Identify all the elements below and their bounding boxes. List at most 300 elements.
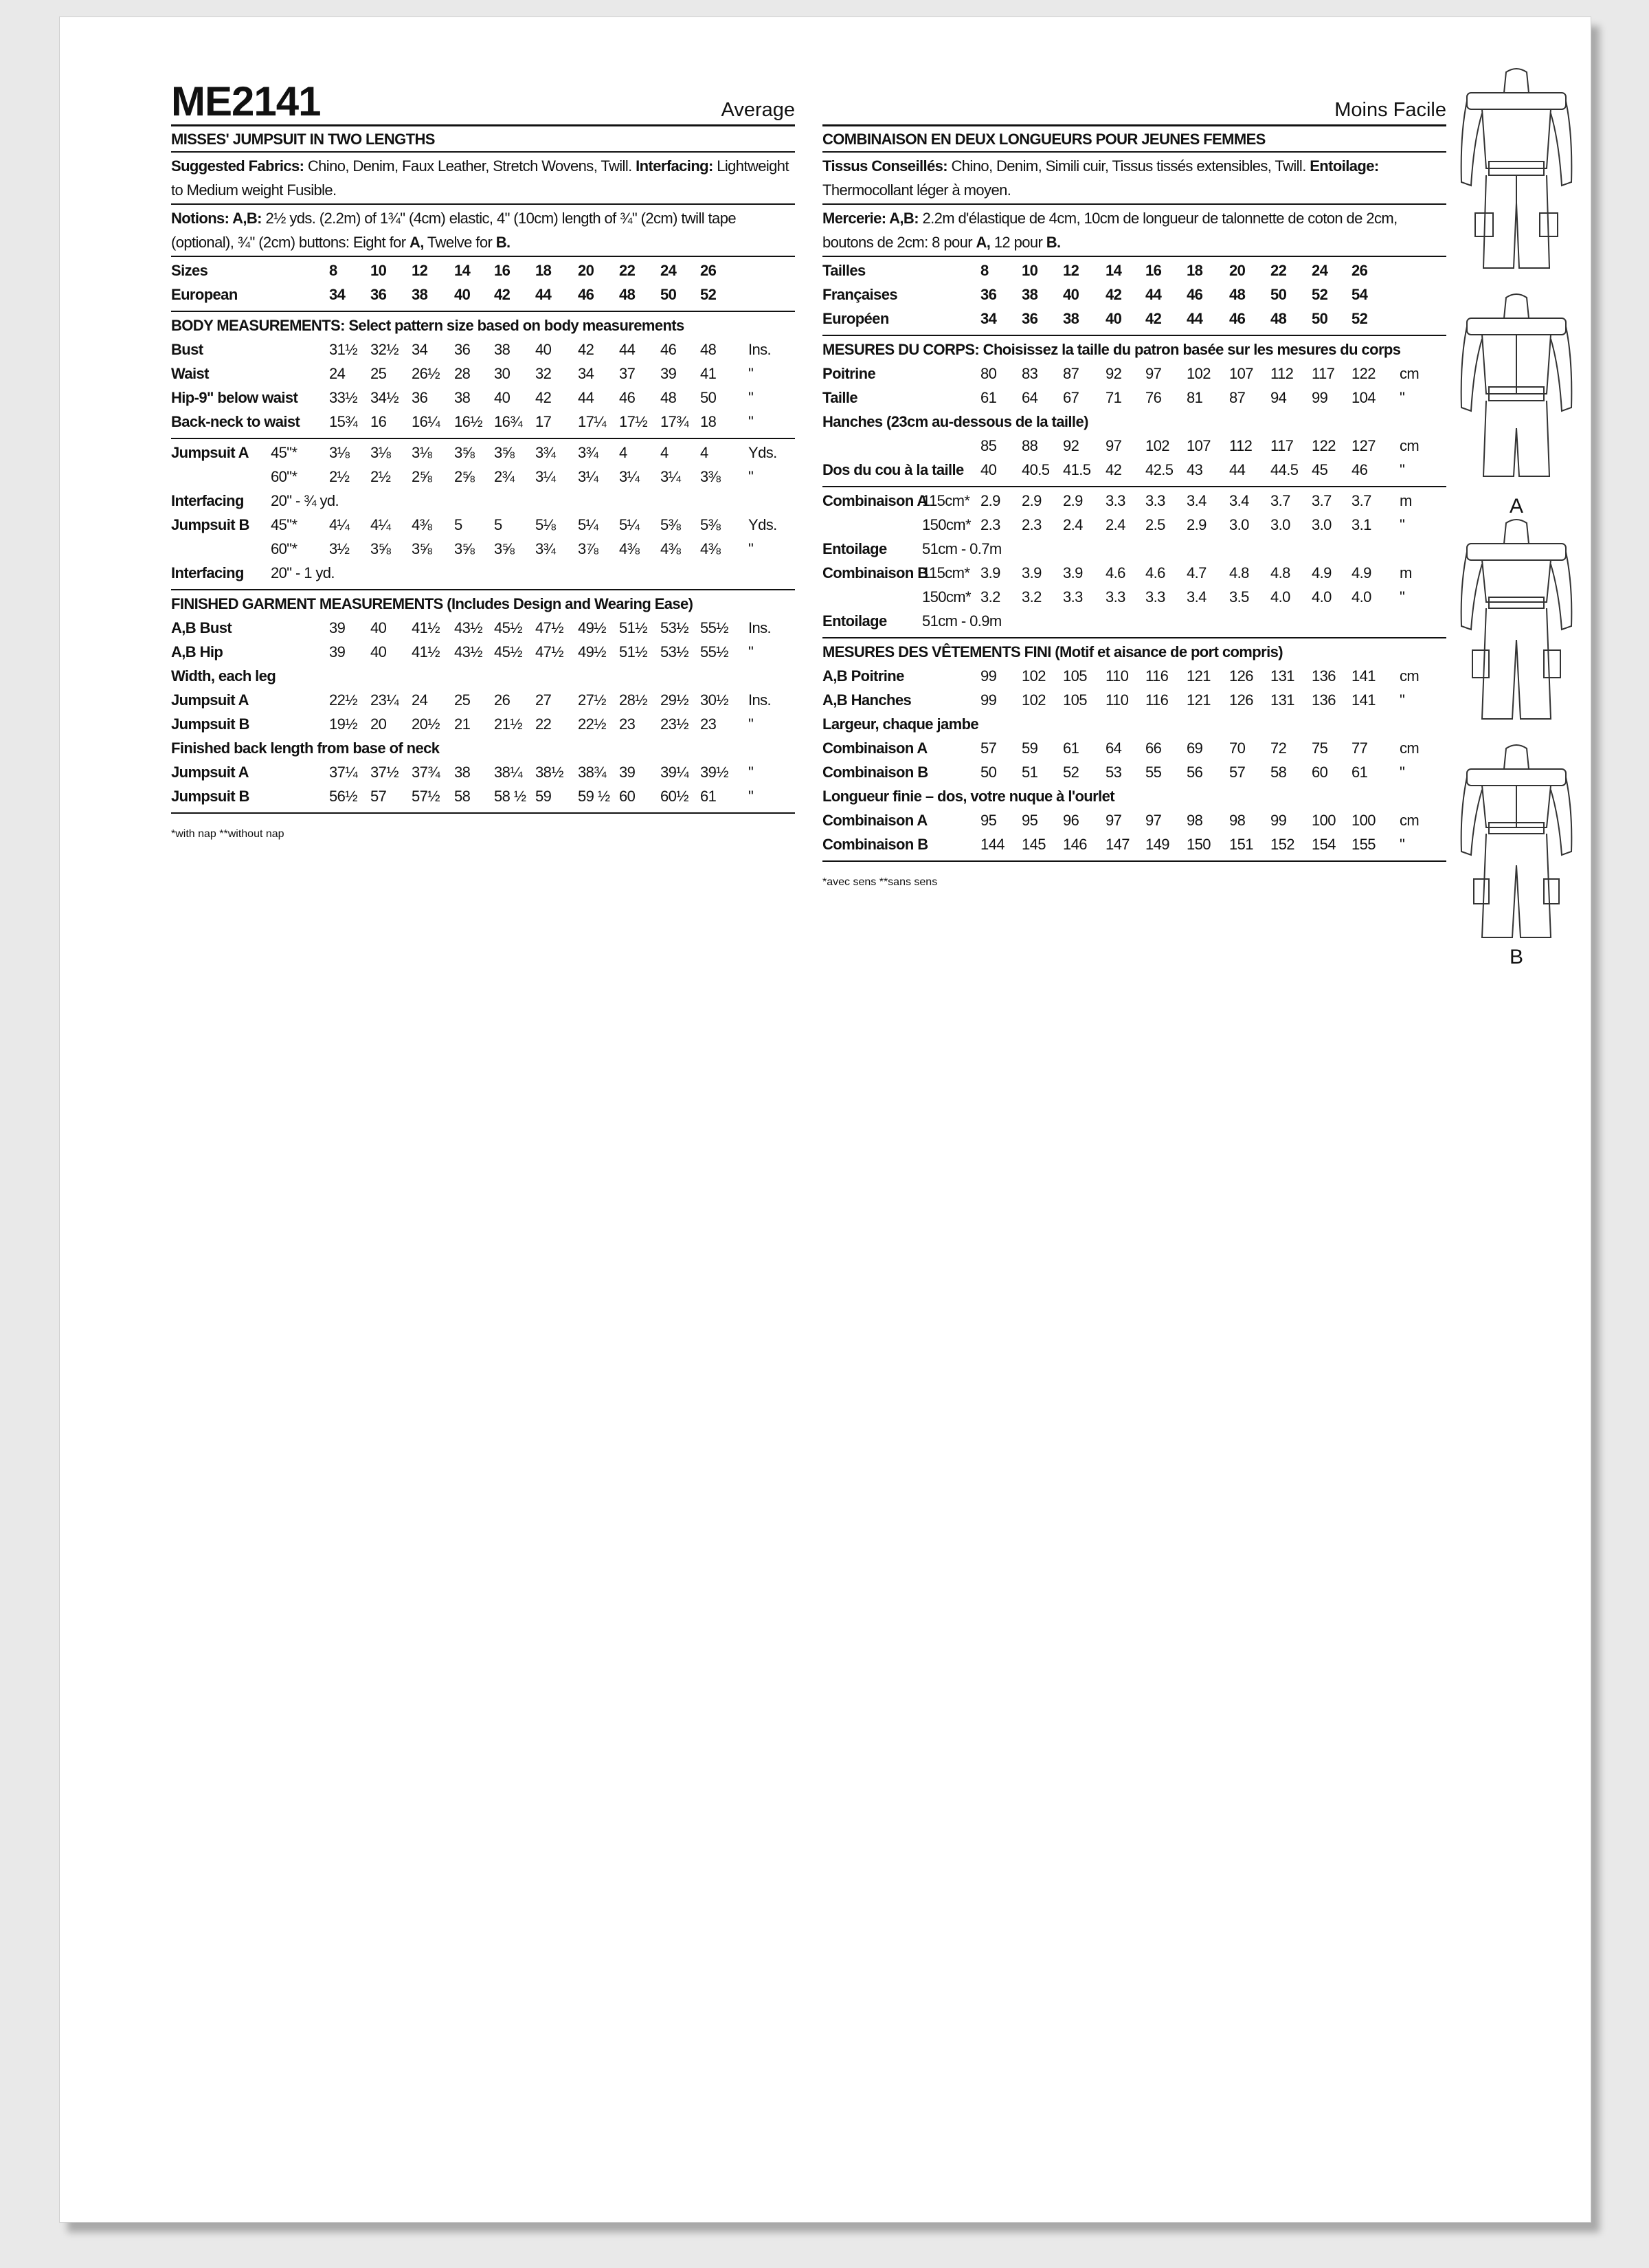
- table-cell: 56½: [329, 788, 358, 805]
- table-cell: 152: [1270, 836, 1294, 853]
- table-cell: 51: [1022, 764, 1038, 781]
- table-row: [171, 362, 795, 386]
- unit-label: ": [1400, 764, 1405, 781]
- fabric-width: 60"*: [271, 468, 298, 485]
- unit-label: cm: [1400, 740, 1420, 757]
- unit-label: ": [1400, 389, 1405, 406]
- table-row: [822, 458, 1446, 482]
- row-label: Waist: [171, 365, 209, 382]
- table-cell: 39: [329, 619, 346, 636]
- finished-measurements-table-fr: [822, 638, 1446, 862]
- unit-label: cm: [1400, 812, 1420, 829]
- table-cell: 50: [660, 286, 677, 303]
- suggested-fabrics-fr: [822, 153, 1446, 205]
- table-cell: 44: [1187, 310, 1203, 327]
- table-cell: 36: [454, 341, 471, 358]
- table-cell: 4.8: [1229, 564, 1249, 581]
- table-cell: 40: [494, 389, 511, 406]
- table-cell: 3.0: [1312, 516, 1332, 533]
- table-cell: 4: [660, 444, 669, 461]
- table-cell: 23: [619, 715, 636, 733]
- table-cell: 38: [1022, 286, 1038, 303]
- table-cell: 38½: [535, 764, 564, 781]
- table-cell: 42: [494, 286, 511, 303]
- table-cell: 39: [619, 764, 636, 781]
- table-cell: 44: [535, 286, 552, 303]
- table-cell: 20: [1229, 262, 1246, 279]
- table-cell: 18: [700, 413, 717, 430]
- table-cell: 55: [1145, 764, 1162, 781]
- row-label: Longueur finie – dos, votre nuque à l'ourlet: [822, 788, 1114, 805]
- table-cell: 38¼: [494, 764, 523, 781]
- table-row: [822, 307, 1446, 331]
- table-cell: 100: [1351, 812, 1376, 829]
- table-cell: 155: [1351, 836, 1376, 853]
- row-label: Jumpsuit A: [171, 444, 249, 461]
- table-cell: 21: [454, 715, 471, 733]
- unit-label: Ins.: [748, 341, 772, 358]
- yardage-table-fr: [822, 487, 1446, 638]
- table-row: [171, 640, 795, 664]
- table-row: [822, 712, 1446, 736]
- table-cell: 51½: [619, 643, 648, 660]
- table-cell: 45: [1312, 461, 1328, 478]
- table-cell: 16: [494, 262, 511, 279]
- fabric-width: 20" - ¾ yd.: [271, 492, 339, 509]
- table-cell: 44: [619, 341, 636, 358]
- table-row: [171, 537, 795, 561]
- table-row: [171, 337, 795, 362]
- suggested-fabrics: [171, 153, 795, 205]
- table-cell: 3¾: [578, 444, 598, 461]
- table-cell: 92: [1063, 437, 1079, 454]
- table-cell: 60: [1312, 764, 1328, 781]
- table-cell: 4¼: [370, 516, 391, 533]
- table-cell: 3.4: [1187, 588, 1207, 605]
- table-cell: 4⅜: [700, 540, 721, 557]
- fabric-width: 45"*: [271, 516, 298, 533]
- table-cell: 42: [535, 389, 552, 406]
- row-label: Tailles: [822, 262, 866, 279]
- view-label-a: A: [1509, 495, 1523, 518]
- table-cell: 4.9: [1351, 564, 1371, 581]
- table-cell: 116: [1145, 691, 1169, 709]
- table-cell: 33½: [329, 389, 358, 406]
- table-cell: 16¾: [494, 413, 523, 430]
- table-row: [822, 489, 1446, 513]
- finished-measurements-title-fr: MESURES DES VÊTEMENTS FINI (Motif et aisance de port compris): [822, 643, 1283, 660]
- table-cell: 44: [578, 389, 594, 406]
- fabric-width: 115cm*: [922, 564, 970, 581]
- table-cell: 147: [1106, 836, 1130, 853]
- table-cell: 122: [1351, 365, 1376, 382]
- fabric-width: 20" - 1 yd.: [271, 564, 335, 581]
- table-cell: 2⅝: [454, 468, 475, 485]
- unit-label: ": [748, 389, 754, 406]
- table-cell: 54: [1351, 286, 1368, 303]
- table-cell: 102: [1022, 667, 1046, 685]
- table-cell: 61: [980, 389, 997, 406]
- table-row: [171, 386, 795, 410]
- table-cell: 14: [454, 262, 471, 279]
- difficulty-level-fr: Moins Facile: [1334, 99, 1446, 121]
- table-cell: 102: [1187, 365, 1211, 382]
- unit-label: ": [1400, 516, 1405, 533]
- row-label: Interfacing: [171, 492, 244, 509]
- row-label: Jumpsuit A: [171, 691, 249, 709]
- table-cell: 3¾: [535, 444, 556, 461]
- table-cell: 53½: [660, 619, 689, 636]
- interfacing-label: Interfacing:: [636, 157, 713, 175]
- table-row: [171, 489, 795, 513]
- table-cell: 44: [1145, 286, 1162, 303]
- unit-label: ": [1400, 461, 1405, 478]
- table-row: [171, 465, 795, 489]
- pattern-envelope-back: [59, 16, 1591, 2223]
- table-cell: 66: [1145, 740, 1162, 757]
- table-cell: 104: [1351, 389, 1376, 406]
- table-cell: 145: [1022, 836, 1046, 853]
- table-cell: 42: [1106, 461, 1122, 478]
- table-cell: 26½: [412, 365, 440, 382]
- table-cell: 5: [454, 516, 462, 533]
- table-cell: 67: [1063, 389, 1079, 406]
- table-row: [822, 664, 1446, 688]
- table-cell: 46: [1351, 461, 1368, 478]
- table-cell: 43½: [454, 619, 483, 636]
- unit-label: ": [1400, 691, 1405, 709]
- table-cell: 112: [1229, 437, 1253, 454]
- table-cell: 3.7: [1351, 492, 1371, 509]
- table-cell: 42: [1145, 310, 1162, 327]
- table-row: [822, 832, 1446, 856]
- table-row: [171, 258, 795, 282]
- row-label: Hip-9" below waist: [171, 389, 298, 406]
- table-cell: 52: [1312, 286, 1328, 303]
- notions-a: A,: [409, 234, 424, 251]
- table-cell: 97: [1106, 437, 1122, 454]
- table-cell: 34: [412, 341, 428, 358]
- table-cell: 22½: [329, 691, 358, 709]
- table-cell: 44.5: [1270, 461, 1299, 478]
- unit-label: m: [1400, 564, 1412, 581]
- garment-title: MISSES' JUMPSUIT IN TWO LENGTHS: [171, 127, 795, 153]
- table-cell: 55½: [700, 643, 729, 660]
- french-header: [822, 76, 1446, 126]
- table-cell: 3.0: [1229, 516, 1249, 533]
- table-cell: 22: [1270, 262, 1287, 279]
- notions-a-fr: A,: [976, 234, 991, 251]
- row-label: Width, each leg: [171, 667, 276, 685]
- table-cell: 41: [700, 365, 717, 382]
- table-cell: 24: [412, 691, 428, 709]
- table-cell: 47½: [535, 643, 564, 660]
- table-cell: 5⅛: [535, 516, 556, 533]
- table-cell: 46: [1229, 310, 1246, 327]
- table-cell: 76: [1145, 389, 1162, 406]
- table-cell: 46: [619, 389, 636, 406]
- notions-mid: Twelve for: [427, 234, 493, 251]
- table-cell: 98: [1187, 812, 1203, 829]
- table-cell: 40: [1106, 310, 1122, 327]
- jumpsuit-short-back-icon: [1448, 65, 1585, 271]
- table-cell: 121: [1187, 691, 1211, 709]
- table-cell: 38: [454, 389, 471, 406]
- table-cell: 57: [1229, 764, 1246, 781]
- table-cell: 42.5: [1145, 461, 1174, 478]
- unit-label: ": [1400, 588, 1405, 605]
- row-label: Combinaison B: [822, 836, 928, 853]
- table-cell: 50: [1312, 310, 1328, 327]
- table-cell: 83: [1022, 365, 1038, 382]
- table-cell: 2.4: [1106, 516, 1125, 533]
- table-cell: 80: [980, 365, 997, 382]
- notions-label: Notions: A,B:: [171, 210, 262, 227]
- row-label: Finished back length from base of neck: [171, 740, 440, 757]
- table-cell: 36: [370, 286, 387, 303]
- table-cell: 2⅝: [412, 468, 432, 485]
- table-cell: 110: [1106, 667, 1129, 685]
- table-cell: 3⅛: [329, 444, 350, 461]
- table-cell: 146: [1063, 836, 1087, 853]
- table-cell: 46: [660, 341, 677, 358]
- table-cell: 48: [1229, 286, 1246, 303]
- table-cell: 3.9: [1022, 564, 1042, 581]
- fabric-width: 150cm*: [922, 588, 971, 605]
- table-cell: 50: [980, 764, 997, 781]
- table-row: [822, 434, 1446, 458]
- table-cell: 22: [619, 262, 636, 279]
- table-cell: 5¼: [619, 516, 640, 533]
- table-cell: 141: [1351, 691, 1376, 709]
- table-cell: 75: [1312, 740, 1328, 757]
- table-cell: 26: [494, 691, 511, 709]
- nap-footnote: *with nap **without nap: [171, 828, 284, 840]
- table-cell: 16½: [454, 413, 483, 430]
- table-cell: 46: [1187, 286, 1203, 303]
- interfacing-label-fr: Entoilage:: [1310, 157, 1379, 175]
- sketch-b-back-long: [1448, 516, 1585, 722]
- table-cell: 14: [1106, 262, 1122, 279]
- row-label: A,B Poitrine: [822, 667, 904, 685]
- table-cell: 55½: [700, 619, 729, 636]
- table-cell: 2.9: [980, 492, 1000, 509]
- table-row: [822, 410, 1446, 434]
- interfacing-text-fr: Thermocollant léger à moyen.: [822, 181, 1011, 199]
- table-cell: 4⅜: [412, 516, 432, 533]
- table-cell: 5⅜: [660, 516, 681, 533]
- table-cell: 4¼: [329, 516, 350, 533]
- table-row: [822, 585, 1446, 609]
- table-cell: 3.9: [1063, 564, 1083, 581]
- fabric-width: 51cm - 0.9m: [922, 612, 1002, 630]
- table-cell: 10: [370, 262, 387, 279]
- table-cell: 57: [980, 740, 997, 757]
- notions-b-fr: B.: [1046, 234, 1061, 251]
- table-cell: 131: [1270, 691, 1294, 709]
- table-cell: 107: [1187, 437, 1211, 454]
- table-cell: 16¼: [412, 413, 440, 430]
- table-cell: 105: [1063, 691, 1087, 709]
- table-cell: 149: [1145, 836, 1169, 853]
- table-row: [171, 282, 795, 307]
- table-cell: 53½: [660, 643, 689, 660]
- table-row: [822, 537, 1446, 561]
- table-cell: 27: [535, 691, 552, 709]
- table-cell: 3.9: [980, 564, 1000, 581]
- table-cell: 60: [619, 788, 636, 805]
- table-cell: 3¼: [660, 468, 681, 485]
- table-cell: 17½: [619, 413, 648, 430]
- table-cell: 51½: [619, 619, 648, 636]
- table-cell: 23½: [660, 715, 689, 733]
- table-cell: 3.5: [1229, 588, 1249, 605]
- table-cell: 150: [1187, 836, 1211, 853]
- english-header: [171, 76, 795, 126]
- view-label-b: B: [1509, 946, 1523, 968]
- fabrics-text: Chino, Denim, Faux Leather, Stretch Wovens, Twill.: [307, 157, 632, 175]
- table-cell: 48: [700, 341, 717, 358]
- fabrics-text-fr: Chino, Denim, Simili cuir, Tissus tissés extensibles, Twill.: [951, 157, 1306, 175]
- table-cell: 52: [1351, 310, 1368, 327]
- table-cell: 3.3: [1063, 588, 1083, 605]
- table-cell: 58 ½: [494, 788, 526, 805]
- table-cell: 126: [1229, 691, 1253, 709]
- table-cell: 23: [700, 715, 717, 733]
- table-cell: 4: [619, 444, 627, 461]
- table-row: [822, 760, 1446, 784]
- table-cell: 99: [980, 691, 997, 709]
- table-cell: 45½: [494, 619, 523, 636]
- table-cell: 44: [1229, 461, 1246, 478]
- table-cell: 20: [370, 715, 387, 733]
- table-cell: 3.3: [1106, 492, 1125, 509]
- row-label: A,B Hanches: [822, 691, 912, 709]
- table-cell: 34: [578, 365, 594, 382]
- table-cell: 97: [1145, 812, 1162, 829]
- table-cell: 18: [535, 262, 552, 279]
- table-cell: 37½: [370, 764, 399, 781]
- table-cell: 21½: [494, 715, 523, 733]
- body-measurements-table-fr: [822, 336, 1446, 487]
- table-cell: 3⅛: [412, 444, 432, 461]
- table-cell: 85: [980, 437, 997, 454]
- table-row: [822, 561, 1446, 585]
- table-cell: 58: [454, 788, 471, 805]
- table-cell: 102: [1145, 437, 1169, 454]
- table-cell: 41½: [412, 619, 440, 636]
- table-row: [822, 688, 1446, 712]
- table-cell: 64: [1106, 740, 1122, 757]
- table-cell: 96: [1063, 812, 1079, 829]
- table-cell: 38: [412, 286, 428, 303]
- table-cell: 53: [1106, 764, 1122, 781]
- row-label: Combinaison A: [822, 740, 928, 757]
- table-cell: 3.3: [1145, 588, 1165, 605]
- table-cell: 25: [454, 691, 471, 709]
- table-cell: 151: [1229, 836, 1253, 853]
- table-cell: 3.3: [1145, 492, 1165, 509]
- table-cell: 2.9: [1063, 492, 1083, 509]
- table-cell: 3.2: [980, 588, 1000, 605]
- table-cell: 42: [578, 341, 594, 358]
- row-label: Dos du cou à la taille: [822, 461, 964, 478]
- fabric-width: 51cm - 0.7m: [922, 540, 1002, 557]
- table-cell: 52: [700, 286, 717, 303]
- unit-label: m: [1400, 492, 1412, 509]
- unit-label: ": [748, 468, 754, 485]
- notions-mid-fr: 12 pour: [994, 234, 1043, 251]
- fabric-width: 150cm*: [922, 516, 971, 533]
- row-label: European: [171, 286, 238, 303]
- table-cell: 24: [1312, 262, 1328, 279]
- table-cell: 45½: [494, 643, 523, 660]
- table-cell: 2¾: [494, 468, 515, 485]
- table-cell: 3⅝: [370, 540, 391, 557]
- table-cell: 16: [370, 413, 387, 430]
- table-cell: 3⅝: [412, 540, 432, 557]
- notions-fr: [822, 205, 1446, 257]
- table-cell: 126: [1229, 667, 1253, 685]
- table-cell: 3⅛: [370, 444, 391, 461]
- table-cell: 39: [329, 643, 346, 660]
- table-cell: 39: [660, 365, 677, 382]
- table-cell: 30½: [700, 691, 729, 709]
- table-cell: 57½: [412, 788, 440, 805]
- table-cell: 26: [1351, 262, 1368, 279]
- table-cell: 121: [1187, 667, 1211, 685]
- notions-label-fr: Mercerie: A,B:: [822, 210, 919, 227]
- notions-text-fr: 2.2m d'élastique de 4cm, 10cm de longueur de talonnette de coton de 2cm, boutons de 2cm: 8 pour: [822, 210, 1398, 251]
- english-body: [171, 127, 795, 846]
- table-cell: 38: [494, 341, 511, 358]
- table-cell: 36: [412, 389, 428, 406]
- table-cell: 2½: [329, 468, 350, 485]
- table-cell: 34: [329, 286, 346, 303]
- table-row: [171, 410, 795, 434]
- table-cell: 71: [1106, 389, 1122, 406]
- nap-footnote-fr: *avec sens **sans sens: [822, 876, 938, 888]
- table-cell: 20½: [412, 715, 440, 733]
- table-cell: 88: [1022, 437, 1038, 454]
- notions-text: 2½ yds. (2.2m) of 1¾" (4cm) elastic, 4" (10cm) length of ¾" (2cm) twill tape (optional), ¾" (2cm) buttons: Eight for: [171, 210, 736, 251]
- row-label: Combinaison B: [822, 764, 928, 781]
- table-cell: 3.7: [1312, 492, 1332, 509]
- unit-label: Ins.: [748, 619, 772, 636]
- table-row: [171, 561, 795, 585]
- table-cell: 47½: [535, 619, 564, 636]
- table-cell: 48: [619, 286, 636, 303]
- unit-label: Ins.: [748, 691, 772, 709]
- row-label: Largeur, chaque jambe: [822, 715, 979, 733]
- table-cell: 36: [1022, 310, 1038, 327]
- table-cell: 16: [1145, 262, 1162, 279]
- table-cell: 3.2: [1022, 588, 1042, 605]
- row-label: Jumpsuit B: [171, 788, 249, 805]
- table-cell: 4.9: [1312, 564, 1332, 581]
- table-cell: 59 ½: [578, 788, 610, 805]
- table-cell: 70: [1229, 740, 1246, 757]
- unit-label: ": [748, 715, 754, 733]
- table-cell: 3.4: [1187, 492, 1207, 509]
- table-cell: 117: [1270, 437, 1294, 454]
- table-cell: 4.6: [1106, 564, 1125, 581]
- table-cell: 3½: [329, 540, 350, 557]
- table-row: [822, 386, 1446, 410]
- sketch-b-front-long: [1448, 742, 1585, 968]
- row-label: Hanches (23cm au-dessous de la taille): [822, 413, 1088, 430]
- table-cell: 41.5: [1063, 461, 1091, 478]
